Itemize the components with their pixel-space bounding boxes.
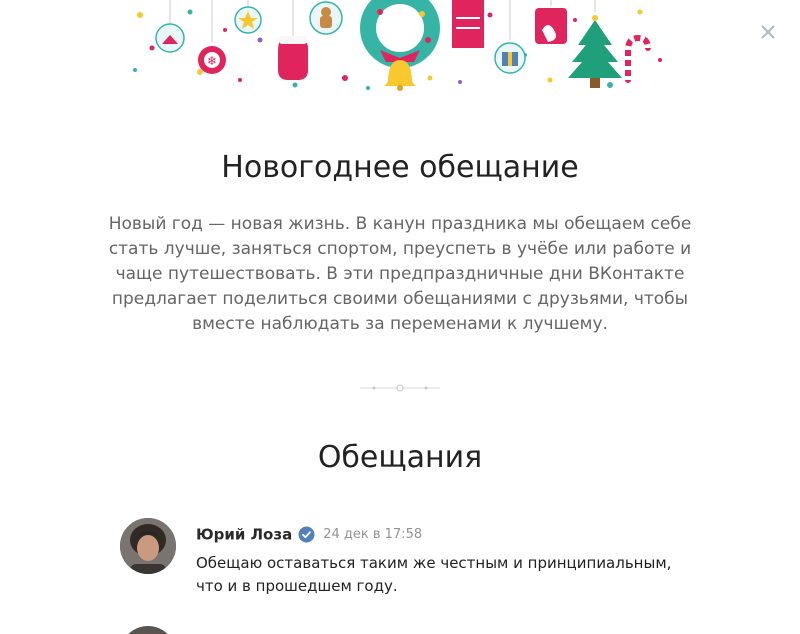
post-header xyxy=(196,524,422,544)
post-date[interactable]: 24 дек в 17:58 xyxy=(323,527,423,542)
avatar[interactable] xyxy=(120,626,176,634)
author-name[interactable]: Юрий Лоза xyxy=(196,525,293,544)
section-divider xyxy=(360,381,440,395)
modal-description: Новый год — новая жизнь. В канун праздника мы обещаем себе стать лучше, заняться спортом, преуспеть в учёбе или работе и чаще путешествовать. В эти предпраздничные дни ВКонтакте предлагает поделиться своими обещаниями с друзьями, чтобы вместе наблюдать за переменами к лучшему. xyxy=(108,214,692,334)
avatar[interactable] xyxy=(120,518,176,574)
modal-title: Новогоднее обещание xyxy=(221,150,579,185)
verified-icon xyxy=(298,526,315,543)
promise-text: Обещаю оставаться таким же честным и принципиальным, что и в прошедшем году. xyxy=(196,554,672,595)
avatar-image xyxy=(120,518,176,574)
close-button[interactable] xyxy=(758,22,778,42)
promises-section-title: Обещания xyxy=(317,440,483,475)
new-year-decoration xyxy=(130,0,670,100)
close-icon xyxy=(758,22,778,42)
promise-item xyxy=(120,518,680,598)
svg-text:❄: ❄ xyxy=(206,54,218,68)
